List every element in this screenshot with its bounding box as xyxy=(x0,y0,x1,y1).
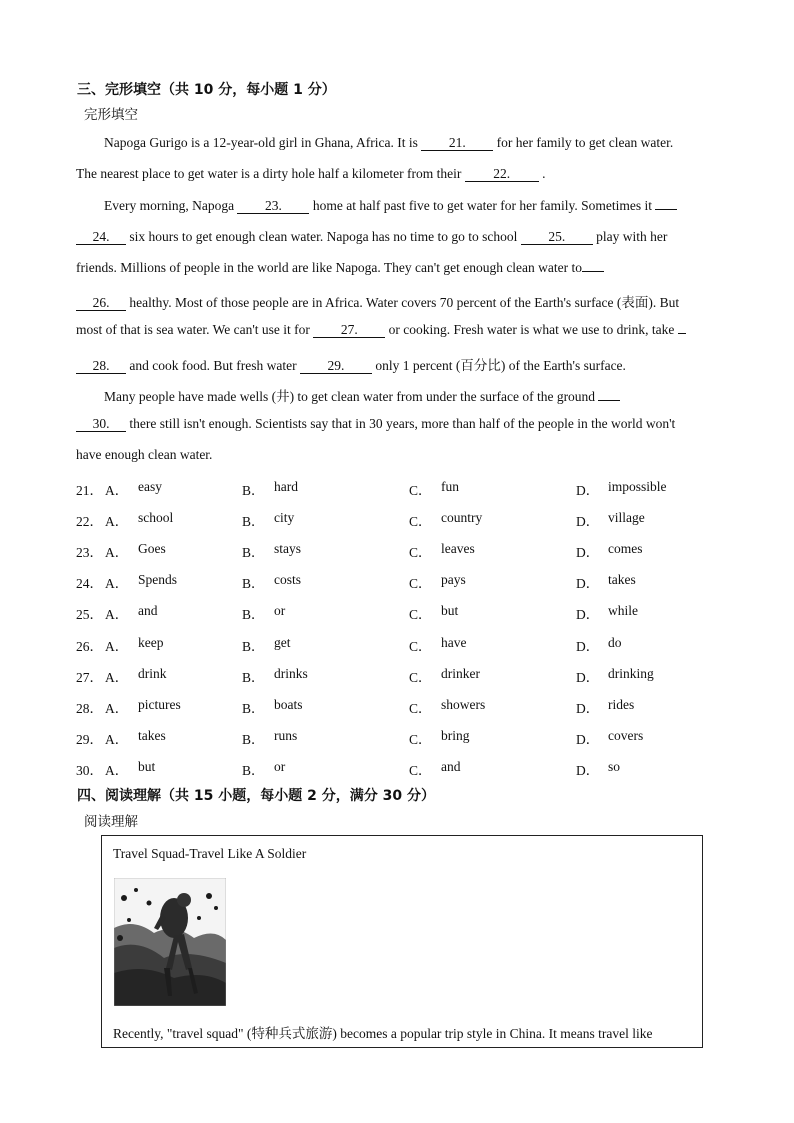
section-3-title: 三、完形填空（共 10 分，每小题 1 分） xyxy=(77,82,336,98)
passage-text: only 1 percent (百分比) of the Earth's surface. xyxy=(371,358,626,373)
passage-text: home at half past five to get water for her family. Sometimes it xyxy=(309,198,656,213)
blank-23: 23. xyxy=(237,199,309,214)
passage-text: for her family to get clean water. xyxy=(493,135,674,150)
option-d[interactable]: covers xyxy=(608,728,644,743)
passage-text: or cooking. Fresh water is what we use to drink, take xyxy=(385,322,678,337)
option-c[interactable]: showers xyxy=(441,697,486,712)
blank-25: 25. xyxy=(521,230,593,245)
option-letter: D． xyxy=(576,701,600,716)
question-number: 24． xyxy=(76,576,103,591)
option-c[interactable]: leaves xyxy=(441,541,475,556)
option-letter: A． xyxy=(105,763,129,778)
question-number: 25． xyxy=(76,607,103,622)
blank-28: 28. xyxy=(76,359,126,374)
option-d[interactable]: while xyxy=(608,603,638,618)
reading-title: Travel Squad-Travel Like A Soldier xyxy=(113,846,307,861)
option-letter: B． xyxy=(242,483,265,498)
option-letter: C． xyxy=(409,483,432,498)
option-c[interactable]: country xyxy=(441,510,483,525)
passage-text: friends. Millions of people in the world are like Napoga. They can't get enough clean water to xyxy=(76,260,583,275)
option-d[interactable]: so xyxy=(608,759,621,774)
option-c[interactable]: but xyxy=(441,603,459,618)
section-3-subtitle: 完形填空 xyxy=(84,107,138,123)
blank-26: 26. xyxy=(76,296,126,311)
option-d[interactable]: do xyxy=(608,635,622,650)
option-b[interactable]: boats xyxy=(274,697,303,712)
passage-text: play with her xyxy=(592,229,668,244)
option-letter: C． xyxy=(409,763,432,778)
blank-21: 21. xyxy=(421,136,493,151)
option-c[interactable]: bring xyxy=(441,728,470,743)
option-letter: C． xyxy=(409,732,432,747)
blank-28-start xyxy=(678,333,686,334)
option-letter: D． xyxy=(576,607,600,622)
option-letter: B． xyxy=(242,763,265,778)
blank-24-start xyxy=(655,209,677,210)
question-number: 30． xyxy=(76,763,103,778)
blank-29: 29. xyxy=(300,359,372,374)
option-d[interactable]: takes xyxy=(608,572,636,587)
blank-27: 27. xyxy=(313,323,385,338)
option-a[interactable]: but xyxy=(138,759,156,774)
option-b[interactable]: or xyxy=(274,759,286,774)
option-letter: A． xyxy=(105,607,129,622)
blank-30: 30. xyxy=(76,417,126,432)
option-d[interactable]: comes xyxy=(608,541,643,556)
option-b[interactable]: hard xyxy=(274,479,298,494)
blank-30-start xyxy=(598,400,620,401)
option-d[interactable]: rides xyxy=(608,697,635,712)
option-letter: D． xyxy=(576,545,600,560)
option-letter: A． xyxy=(105,670,129,685)
option-b[interactable]: runs xyxy=(274,728,298,743)
option-c[interactable]: drinker xyxy=(441,666,480,681)
option-c[interactable]: and xyxy=(441,759,461,774)
question-number: 23． xyxy=(76,545,103,560)
question-number: 26． xyxy=(76,639,103,654)
option-b[interactable]: or xyxy=(274,603,286,618)
question-number: 29． xyxy=(76,732,103,747)
option-letter: B． xyxy=(242,576,265,591)
passage-text: The nearest place to get water is a dirty hole half a kilometer from their xyxy=(76,166,465,181)
option-a[interactable]: and xyxy=(138,603,158,618)
option-letter: A． xyxy=(105,701,129,716)
option-c[interactable]: have xyxy=(441,635,467,650)
option-letter: C． xyxy=(409,670,432,685)
passage-text: healthy. Most of those people are in Africa. Water covers 70 percent of the Earth's surface (表面). But xyxy=(126,295,680,310)
blank-26-start xyxy=(582,271,604,272)
option-letter: C． xyxy=(409,607,432,622)
option-letter: A． xyxy=(105,639,129,654)
option-letter: B． xyxy=(242,639,265,654)
option-letter: A． xyxy=(105,514,129,529)
section-4-subtitle: 阅读理解 xyxy=(84,814,138,830)
option-letter: B． xyxy=(242,514,265,529)
option-b[interactable]: stays xyxy=(274,541,301,556)
option-a[interactable]: school xyxy=(138,510,174,525)
option-b[interactable]: city xyxy=(274,510,295,525)
passage-text: . xyxy=(538,166,546,181)
option-letter: B． xyxy=(242,545,265,560)
option-letter: B． xyxy=(242,670,265,685)
blank-22: 22. xyxy=(465,167,539,182)
option-letter: C． xyxy=(409,545,432,560)
option-letter: B． xyxy=(242,607,265,622)
soldier-hiker-photo xyxy=(114,878,226,1006)
option-letter: D． xyxy=(576,732,600,747)
option-a[interactable]: drink xyxy=(138,666,167,681)
option-letter: A． xyxy=(105,576,129,591)
option-letter: D． xyxy=(576,763,600,778)
option-letter: B． xyxy=(242,701,265,716)
option-letter: B． xyxy=(242,732,265,747)
option-letter: A． xyxy=(105,545,129,560)
passage-text: six hours to get enough clean water. Napoga has no time to go to school xyxy=(126,229,521,244)
option-letter: D． xyxy=(576,483,600,498)
option-b[interactable]: costs xyxy=(274,572,301,587)
option-letter: D． xyxy=(576,639,600,654)
option-a[interactable]: easy xyxy=(138,479,162,494)
question-number: 28． xyxy=(76,701,103,716)
option-letter: D． xyxy=(576,670,600,685)
option-letter: C． xyxy=(409,576,432,591)
question-number: 22． xyxy=(76,514,103,529)
passage-text: there still isn't enough. Scientists say that in 30 years, more than half of the people in the world won't xyxy=(126,416,676,431)
passage-text: Every morning, Napoga xyxy=(104,198,238,213)
reading-passage-box xyxy=(101,835,703,1048)
option-b[interactable]: drinks xyxy=(274,666,308,681)
option-letter: D． xyxy=(576,576,600,591)
passage-text: Napoga Gurigo is a 12-year-old girl in Ghana, Africa. It is xyxy=(104,135,422,150)
option-letter: A． xyxy=(105,483,129,498)
option-b[interactable]: get xyxy=(274,635,291,650)
passage-text: and cook food. But fresh water xyxy=(126,358,300,373)
option-letter: C． xyxy=(409,514,432,529)
option-letter: D． xyxy=(576,514,600,529)
question-number: 21． xyxy=(76,483,103,498)
option-d[interactable]: drinking xyxy=(608,666,654,681)
section-4-title: 四、阅读理解（共 15 小题，每小题 2 分，满分 30 分） xyxy=(77,788,435,804)
option-a[interactable]: takes xyxy=(138,728,166,743)
option-letter: C． xyxy=(409,701,432,716)
option-a[interactable]: Goes xyxy=(138,541,166,556)
option-d[interactable]: impossible xyxy=(608,479,667,494)
option-letter: C． xyxy=(409,639,432,654)
option-a[interactable]: pictures xyxy=(138,697,181,712)
option-c[interactable]: pays xyxy=(441,572,466,587)
question-number: 27． xyxy=(76,670,103,685)
option-a[interactable]: Spends xyxy=(138,572,178,587)
option-d[interactable]: village xyxy=(608,510,645,525)
option-c[interactable]: fun xyxy=(441,479,459,494)
passage-text: have enough clean water. xyxy=(76,447,213,462)
blank-24: 24. xyxy=(76,230,126,245)
option-a[interactable]: keep xyxy=(138,635,164,650)
passage-text: most of that is sea water. We can't use it for xyxy=(76,322,314,337)
passage-text: Many people have made wells (井) to get clean water from under the surface of the ground xyxy=(104,389,599,404)
option-letter: A． xyxy=(105,732,129,747)
reading-text: Recently, "travel squad" (特种兵式旅游) becomes a popular trip style in China. It means travel like xyxy=(113,1026,653,1041)
